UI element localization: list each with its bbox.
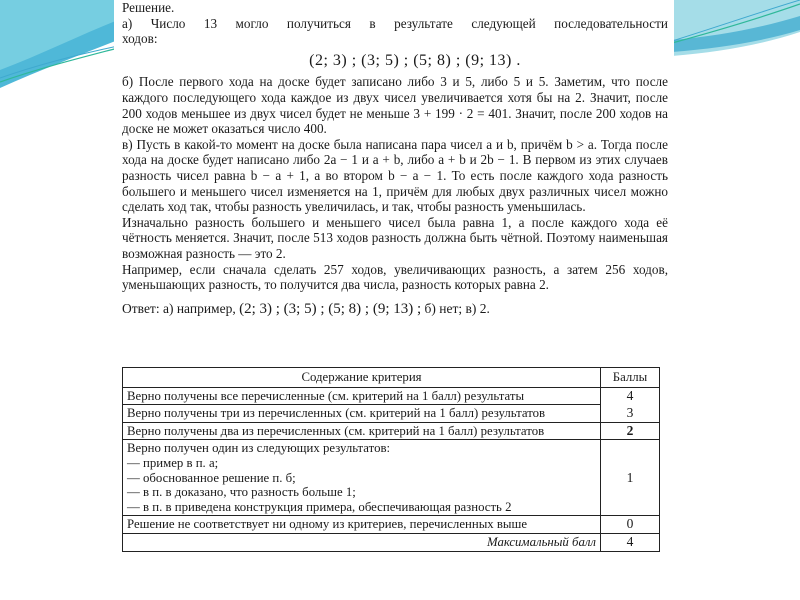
criterion-text-list	[123, 440, 601, 516]
part-a-formula: (2; 3) ; (3; 5) ; (5; 8) ; (9; 13) .	[309, 51, 521, 69]
max-score-value: 4	[601, 533, 660, 551]
criteria-table	[122, 367, 660, 552]
header-score: Баллы	[601, 368, 660, 388]
document-page	[114, 0, 674, 600]
part-a-line2: ходов:	[122, 31, 158, 47]
answer-prefix: Ответ: а) например,	[122, 300, 240, 316]
answer-math: (2; 3) ; (3; 5) ; (5; 8) ; (9; 13) ;	[239, 300, 422, 317]
criterion-line: — обоснованное решение п. б;	[127, 470, 296, 485]
parity-text: Изначально разность большего и меньшего чисел была равна 1, а после каждого хода её чётность меняется. Значит, после 513 ходов разность должна быть чётной. Поэтому наименьшая возможная разность — это 2.	[122, 214, 668, 261]
max-score-row	[123, 533, 660, 551]
solution-heading: Решение.	[122, 0, 175, 15]
answer-line	[122, 301, 668, 318]
criterion-score: 1	[601, 440, 660, 516]
criterion-line: — в п. в приведена конструкция примера, обеспечивающая разность 2	[127, 499, 512, 514]
criterion-text: Верно получены два из перечисленных (см. критерий на 1 балл) результатов	[123, 422, 601, 440]
criterion-text: Решение не соответствует ни одному из критериев, перечисленных выше	[123, 516, 601, 534]
answer-suffix: б) нет; в) 2.	[421, 300, 490, 316]
example-text: Например, если сначала сделать 257 ходов, увеличивающих разность, а затем 256 ходов, уменьшающих разность, то получится два числа, разность которых равна 2.	[122, 261, 668, 293]
criterion-line: — пример в п. а;	[127, 455, 219, 470]
criterion-line: Верно получен один из следующих результатов:	[127, 441, 391, 456]
left-wave-shape	[0, 0, 118, 88]
criterion-score: 2	[601, 422, 660, 440]
criterion-text: Верно получены все перечисленные (см. критерий на 1 балл) результаты	[123, 387, 601, 405]
part-b-text: б) После первого хода на доске будет записано либо 3 и 5, либо 5 и 5. Заметим, что после каждого последующего хода каждое из двух чисел увеличивается хотя бы на 2. Значит, после 200 ходов меньшее из двух чисел будет не меньше 3 + 199 · 2 = 401. Значит, после 200 ходов на доске не может оказаться число 400.	[122, 74, 668, 137]
part-a-line1: а) Число 13 могло получиться в результате следующей последовательности	[122, 15, 668, 31]
criterion-score: 4	[601, 387, 660, 405]
header-content: Содержание критерия	[123, 368, 601, 388]
table-row	[123, 405, 660, 423]
solution-text	[122, 0, 668, 317]
part-v-text: в) Пусть в какой-то момент на доске была написана пара чисел a и b, причём b > a. Тогда после хода на доске будет написано либо 2a − 1 и a + b, либо a + b и 2b − 1. В первом из этих случаев разность чисел равна b − a + 1, а во втором b − a − 1. То есть после каждого хода разность большего и меньшего чисел изменяется на 1, причём для любых двух различных чисел можно сделать ход так, чтобы разность увеличилась, и так, чтобы разность уменьшилась.	[122, 136, 668, 215]
criterion-score: 3	[601, 405, 660, 423]
criterion-score: 0	[601, 516, 660, 534]
criteria-header-row	[123, 368, 660, 388]
table-row	[123, 516, 660, 534]
table-row	[123, 440, 660, 516]
table-row	[123, 387, 660, 405]
criterion-line: — в п. в доказано, что разность больше 1;	[127, 485, 356, 500]
criterion-text: Верно получены три из перечисленных (см. критерий на 1 балл) результатов	[123, 405, 601, 423]
max-score-label: Максимальный балл	[123, 533, 601, 551]
table-row	[123, 422, 660, 440]
right-wave-shape	[672, 0, 800, 56]
